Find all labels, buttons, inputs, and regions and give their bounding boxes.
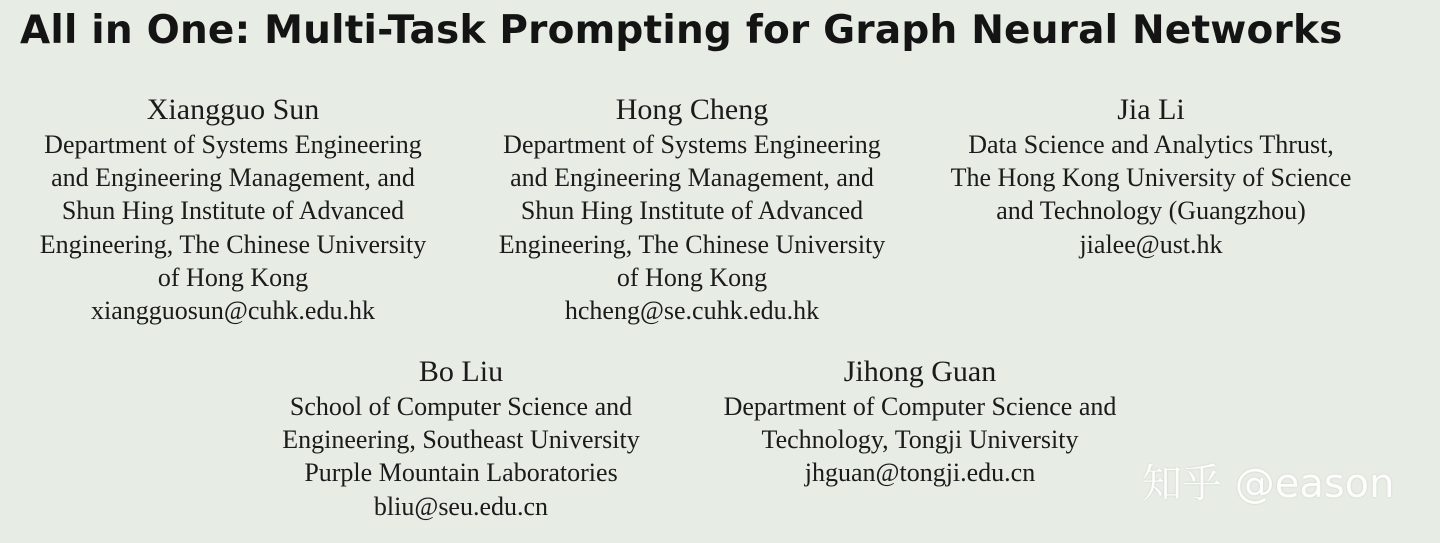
author-email: bliu@seu.edu.cn: [373, 491, 549, 521]
author-block: [682, 354, 1158, 490]
affiliation-line: Engineering, Southeast University: [282, 425, 640, 455]
affiliation-line: Engineering, The Chinese University: [39, 229, 427, 259]
author-name: Hong Cheng: [615, 93, 769, 126]
affiliation-line: and Technology (Guangzhou): [996, 196, 1306, 226]
author-email: hcheng@se.cuhk.edu.hk: [564, 296, 820, 326]
affiliation-line: Purple Mountain Laboratories: [304, 458, 618, 488]
zhihu-watermark: 知乎 @eason: [1142, 461, 1395, 507]
affiliation-line: Data Science and Analytics Thrust,: [968, 130, 1334, 159]
affiliation-line: The Hong Kong University of Science: [950, 163, 1352, 193]
affiliation-line: Technology, Tongji University: [761, 425, 1079, 455]
author-block: [0, 92, 466, 327]
affiliation-line: and Engineering Management, and: [51, 163, 415, 193]
affiliation-line: Department of Systems Engineering: [44, 130, 422, 159]
affiliation-line: Department of Computer Science and: [723, 392, 1117, 421]
affiliation-line: School of Computer Science and: [289, 392, 633, 421]
author-block: [918, 92, 1384, 261]
affiliation-line: of Hong Kong: [616, 262, 768, 292]
author-block: [240, 354, 682, 523]
affiliation-line: Engineering, The Chinese University: [498, 229, 886, 259]
author-block: [466, 92, 918, 327]
paper-title: All in One: Multi-Task Prompting for Graph Neural Networks: [20, 8, 1343, 53]
affiliation-line: Shun Hing Institute of Advanced: [61, 196, 405, 226]
affiliation-line: and Engineering Management, and: [510, 163, 874, 193]
author-name: Jia Li: [1117, 93, 1185, 126]
author-email: xiangguosun@cuhk.edu.hk: [91, 296, 375, 326]
affiliation-line: of Hong Kong: [157, 262, 309, 292]
author-email: jhguan@tongji.edu.cn: [804, 458, 1036, 488]
author-name: Jihong Guan: [843, 355, 997, 388]
affiliation-line: Department of Systems Engineering: [503, 130, 881, 159]
author-email: jialee@ust.hk: [1079, 229, 1223, 259]
author-name: Xiangguo Sun: [146, 93, 320, 126]
affiliation-line: Shun Hing Institute of Advanced: [520, 196, 864, 226]
author-name: Bo Liu: [418, 355, 504, 388]
